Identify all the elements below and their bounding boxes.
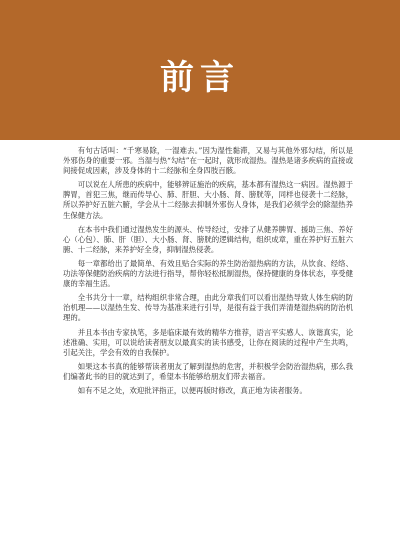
paragraph: 可以说在人所患的疾病中，能够辨证施治的疾病，基本都有湿热这一病因。湿热源于脾胃，首犯三焦，继而传导心、肺、肝胆、大小肠、肾、膀胱等，同样也侵袭十二经脉，所以养护好五脏六腑，学会从十二经脉去抑制外邪伤人身体，是我们必须学会的除湿热养生保健方法。 [63, 180, 353, 220]
title-banner [0, 0, 400, 140]
paragraph: 并且本书由专家执笔，多是临床最有效的精华方推荐，语言平实感人、诙谐真实，论述准确、实用，可以说给读者朋友以最真实的读书感受，让你在阅读的过程中产生共鸣，引起关注，学会有效的自我保护。 [63, 327, 353, 357]
paragraph: 有句古话叫：“千寒易除，一湿难去。”因为湿性黏滞，又易与其他外邪勾结，所以是外邪伤身的重要一邪。当湿与热“勾结”在一起时，就形成湿热。湿热是诸多疾病的直接或间接促成因素，涉及身体的十二经脉和全身四肢百骸。 [63, 146, 353, 176]
paragraph: 如果这本书真的能够帮读者朋友了解到湿热的危害，并积极学会防治湿热病，那么我们编著此书的目的就达到了，希望本书能够给朋友们带去福音。 [63, 361, 353, 381]
page-title: 前言 [160, 58, 240, 98]
paragraph: 如有不足之处，欢迎批评指正，以便再版时修改，真正地为读者服务。 [77, 385, 307, 395]
paragraph: 每一章都给出了最简单、有效且贴合实际的养生防治湿热病的方法，从饮食、经络、功法等保健防治疾病的方法进行指导，帮你轻松抵制湿热，保持健康的身体状态，享受健康的幸福生活。 [63, 258, 353, 289]
paragraph: 全书共分十一章，结构组织非常合理，由此分章我们可以看出湿热导致人体生病的防治机理——以湿热生发、传导为基准来进行引导，是很有益于我们弄清楚湿热病的防治机理的。 [63, 293, 353, 323]
paragraph: 在本书中我们通过湿热发生的源头、传导经过，安排了从健养脾胃、援助三焦、养好心（心包）、肺、肝（胆）、大小肠、肾、膀胱的逻辑结构，组织成章，重在养护好五脏六腑、十二经脉，来养护好全身，抑制湿热侵袭。 [63, 224, 353, 254]
preface-body [63, 146, 353, 400]
